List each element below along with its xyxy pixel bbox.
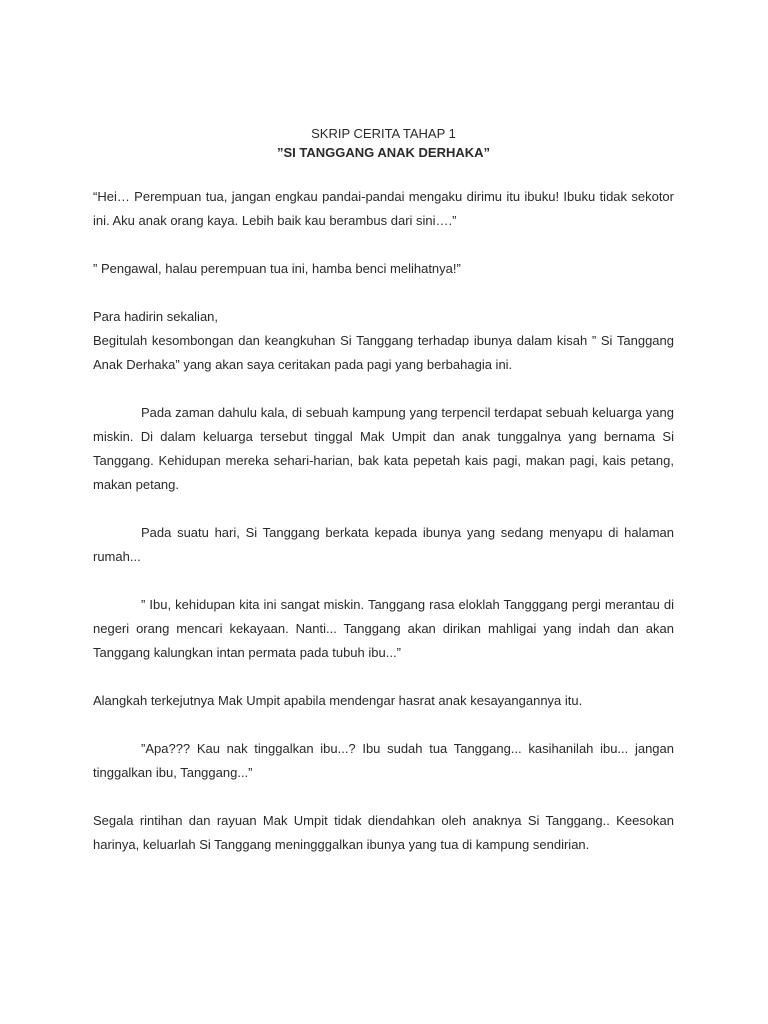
- paragraph-dialogue-1: “Hei… Perempuan tua, jangan engkau pandai-pandai mengaku dirimu itu ibuku! Ibuku tidak sekotor ini. Aku anak orang kaya. Lebih baik kau berambus dari sini….”: [93, 189, 674, 228]
- paragraph-story-2: Pada suatu hari, Si Tanggang berkata kepada ibunya yang sedang menyapu di halaman rumah...: [93, 525, 674, 564]
- paragraph-intro: Begitulah kesombongan dan keangkuhan Si Tanggang terhadap ibunya dalam kisah ” Si Tanggang Anak Derhaka” yang akan saya ceritakan pada pagi yang berbahagia ini.: [93, 333, 674, 372]
- paragraph-greeting: Para hadirin sekalian,: [93, 309, 219, 324]
- paragraph-story-1: Pada zaman dahulu kala, di sebuah kampung yang terpencil terdapat sebuah keluarga yang miskin. Di dalam keluarga tersebut tinggal Mak Umpit dan anak tunggalnya yang bernama Si Tanggang. Kehidupan mereka sehari-harian, bak kata pepetah kais pagi, makan pagi, kais petang, makan petang.: [93, 405, 674, 492]
- title-line-1: SKRIP CERITA TAHAP 1: [311, 126, 456, 141]
- paragraph-story-4: Segala rintihan dan rayuan Mak Umpit tidak diendahkan oleh anaknya Si Tanggang.. Keesokan harinya, keluarlah Si Tanggang meningggalkan ibunya yang tua di kampung sendirian.: [93, 813, 674, 852]
- paragraph-dialogue-3: ” Ibu, kehidupan kita ini sangat miskin. Tanggang rasa eloklah Tangggang pergi merantau di negeri orang mencari kekayaan. Nanti... Tanggang akan dirikan mahligai yang indah dan akan Tanggang kalungkan intan permata pada tubuh ibu...”: [93, 597, 674, 660]
- title-line-2: ”SI TANGGANG ANAK DERHAKA”: [276, 145, 491, 160]
- paragraph-dialogue-4: ”Apa??? Kau nak tinggalkan ibu...? Ibu sudah tua Tanggang... kasihanilah ibu... jangan tinggalkan ibu, Tanggang...”: [93, 741, 674, 780]
- paragraph-dialogue-2: ” Pengawal, halau perempuan tua ini, hamba benci melihatnya!”: [93, 261, 461, 276]
- document-title: [93, 124, 674, 162]
- paragraph-story-3: Alangkah terkejutnya Mak Umpit apabila mendengar hasrat anak kesayangannya itu.: [93, 693, 583, 708]
- document-page: [93, 124, 674, 857]
